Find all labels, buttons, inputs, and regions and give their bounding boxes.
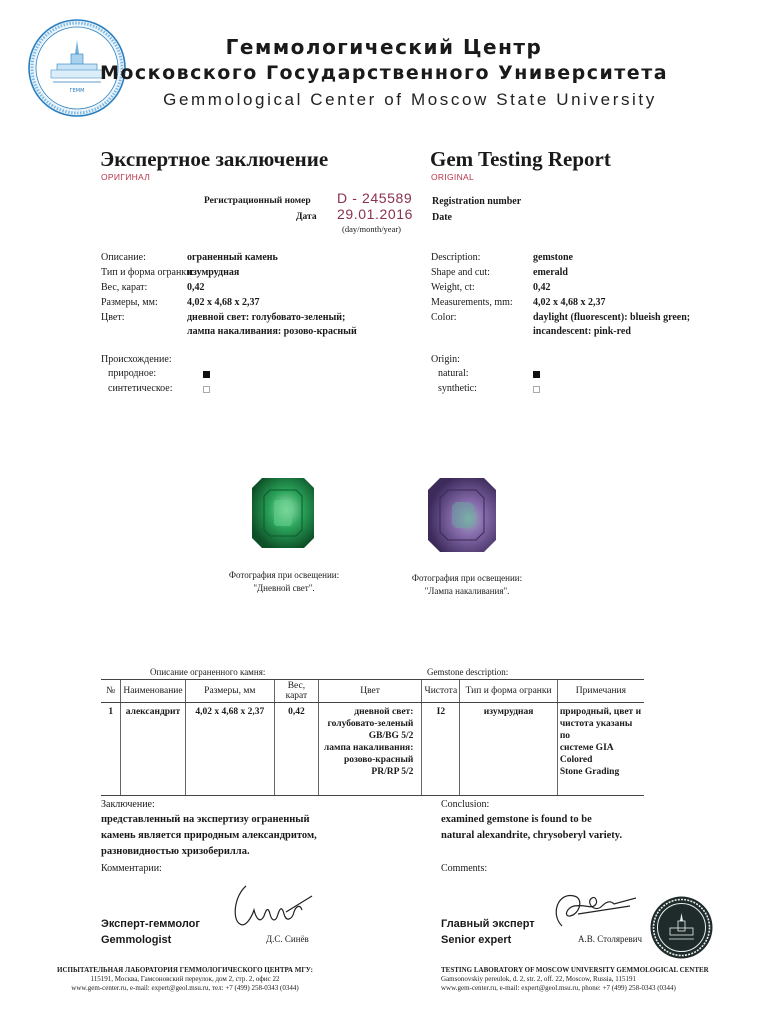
footer-ru-1: ИСПЫТАТЕЛЬНАЯ ЛАБОРАТОРИЯ ГЕММОЛОГИЧЕСКОГО ЦЕНТРА МГУ: xyxy=(57,966,313,974)
conclusion-text-ru xyxy=(101,812,317,860)
signature-right xyxy=(540,884,640,934)
color-line: дневной свет: xyxy=(354,707,414,717)
original-mark-en: ORIGINAL xyxy=(431,172,475,182)
col-header: Тип и форма огранки xyxy=(460,680,557,703)
conclusion-line: камень является природным александритом, xyxy=(101,830,317,841)
desc-ru-value: дневной свет: голубовато-зеленый; xyxy=(187,312,346,323)
cell-name: александрит xyxy=(121,703,185,795)
natural-checkbox-en xyxy=(533,371,540,378)
svg-text:ГЕММ: ГЕММ xyxy=(69,88,85,94)
desc-ru-label: Тип и форма огранки: xyxy=(101,267,195,278)
desc-ru-value: ограненный камень xyxy=(187,252,278,263)
reg-label-ru: Регистрационный номер xyxy=(204,196,311,206)
synthetic-checkbox-en xyxy=(533,386,540,393)
color-line: GB/BG 5/2 xyxy=(368,731,414,741)
comments-label-en: Comments: xyxy=(441,863,488,874)
footer-ru-3: www.gem-center.ru, e-mail: expert@geol.msu.ru, тел: +7 (499) 258-0343 (0344) xyxy=(71,984,299,992)
photo-caption-incandescent-2: "Лампа накаливания". xyxy=(424,586,510,596)
desc-en-value: gemstone xyxy=(533,252,573,263)
conclusion-line: представленный на экспертизу ограненный xyxy=(101,814,310,825)
col-header: Примечания xyxy=(557,680,644,703)
table-row xyxy=(101,703,644,795)
report-title-en: Gem Testing Report xyxy=(430,147,611,171)
desc-en-label: Shape and cut: xyxy=(431,267,490,278)
col-header: Размеры, мм xyxy=(185,680,274,703)
origin-label-ru: Происхождение: xyxy=(101,354,172,365)
desc-en-value: 4,02 x 4,68 x 2,37 xyxy=(533,297,606,308)
notes-line: системе GIA Colored xyxy=(559,743,614,765)
desc-en-label: Description: xyxy=(431,252,481,263)
photo-caption-incandescent-1: Фотография при освещении: xyxy=(411,573,523,583)
col-header: Чистота xyxy=(422,680,460,703)
gem-photo-daylight xyxy=(252,478,314,548)
gem-photo-incandescent xyxy=(428,478,496,552)
color-line: PR/RP 5/2 xyxy=(371,767,414,777)
col-header: Вес, карат xyxy=(275,680,319,703)
origin-synthetic-en: synthetic: xyxy=(438,383,477,394)
desc-ru-value: 4,02 x 4,68 x 2,37 xyxy=(187,297,260,308)
date-label-en: Date xyxy=(432,212,452,223)
right-role-en: Senior expert xyxy=(441,934,512,946)
report-title-ru: Экспертное заключение xyxy=(100,147,329,171)
date-value: 29.01.2016 xyxy=(337,206,414,222)
conclusion-text-en xyxy=(441,812,622,844)
origin-natural-ru: природное: xyxy=(108,368,157,379)
color-line: голубовато-зеленый xyxy=(327,719,414,729)
desc-en-label: Color: xyxy=(431,312,457,323)
desc-en-label: Weight, ct: xyxy=(431,282,475,293)
origin-synthetic-ru: синтетическое: xyxy=(108,383,173,394)
cell-num: 1 xyxy=(108,707,114,717)
right-role-ru: Главный эксперт xyxy=(441,918,535,930)
reg-number: D - 245589 xyxy=(337,190,413,206)
notes-line: чистота указаны по xyxy=(559,719,633,741)
signature-left xyxy=(226,876,316,936)
cell-size: 4,02 x 4,68 x 2,37 xyxy=(185,703,274,795)
origin-natural-en: natural: xyxy=(438,368,469,379)
desc-ru-label: Вес, карат: xyxy=(101,282,148,293)
date-format: (day/month/year) xyxy=(342,224,402,234)
photo-caption-daylight-2: "Дневной свет". xyxy=(253,583,315,593)
footer-en-2: Gamsonovskiy pereulok, d. 2, str. 2, off. 22, Moscow, Russia, 115191 xyxy=(441,975,636,983)
synthetic-checkbox-ru xyxy=(203,386,210,393)
color-line: лампа накаливания: xyxy=(323,743,414,753)
desc-ru-label: Описание: xyxy=(101,252,146,263)
conclusion-line: examined gemstone is found to be xyxy=(441,814,592,825)
desc-ru-label: Цвет: xyxy=(101,312,125,323)
col-header: Наименование xyxy=(121,680,185,703)
lab-stamp xyxy=(649,895,714,960)
desc-ru-label: Размеры, мм: xyxy=(101,297,158,308)
desc-ru-value: изумрудная xyxy=(187,267,240,278)
conclusion-label-en: Conclusion: xyxy=(441,799,490,810)
cell-weight: 0,42 xyxy=(275,703,319,795)
desc-en-value-2: incandescent: pink-red xyxy=(533,326,631,337)
col-header: Цвет xyxy=(318,680,422,703)
conclusion-line: natural alexandrite, chrysoberyl variety. xyxy=(441,830,623,841)
table-caption-en: Gemstone description: xyxy=(427,667,509,677)
color-line: розово-красный xyxy=(343,755,414,765)
desc-en-value: daylight (fluorescent): blueish green; xyxy=(533,312,691,323)
date-label-ru: Дата xyxy=(296,212,317,222)
right-name: А.В. Столяревич xyxy=(578,934,643,944)
cell-clarity: I2 xyxy=(422,703,460,795)
table-caption-ru: Описание ограненного камня: xyxy=(150,667,266,677)
reg-label-en: Registration number xyxy=(432,196,522,207)
desc-en-value: emerald xyxy=(533,267,568,278)
header-title-ru-line1: Геммологический Центр xyxy=(225,35,543,59)
origin-label-en: Origin: xyxy=(431,354,460,365)
natural-checkbox-ru xyxy=(203,371,210,378)
left-role-ru: Эксперт-геммолог xyxy=(101,918,200,930)
notes-line: природный, цвет и xyxy=(559,707,642,717)
cell-cut: изумрудная xyxy=(460,703,557,795)
footer-ru-2: 115191, Москва, Гамсоновский переулок, дом 2, стр. 2, офис 22 xyxy=(90,975,280,983)
comments-label-ru: Комментарии: xyxy=(101,863,162,874)
left-role-en: Gemmologist xyxy=(101,934,172,946)
footer-en-1: TESTING LABORATORY OF MOSCOW UNIVERSITY GEMMOLOGICAL CENTER xyxy=(441,966,709,974)
original-mark-ru: ОРИГИНАЛ xyxy=(101,172,151,182)
desc-ru-value: 0,42 xyxy=(187,282,205,293)
footer-en-3: www.gem-center.ru, e-mail: expert@geol.msu.ru, phone: +7 (499) 258-0343 (0344) xyxy=(441,984,676,992)
left-name: Д.С. Синёв xyxy=(266,934,309,944)
header-title-ru-line2: Московского Государственного Университета xyxy=(99,62,669,84)
photo-caption-daylight-1: Фотография при освещении: xyxy=(228,570,340,580)
conclusion-line: разновидностью хризоберилла. xyxy=(101,846,250,857)
table-header-row xyxy=(101,680,644,703)
cell-color xyxy=(318,703,422,795)
notes-line: Stone Grading xyxy=(559,767,620,777)
desc-en-label: Measurements, mm: xyxy=(431,297,513,308)
cell-notes xyxy=(557,703,644,795)
col-header: № xyxy=(101,680,121,703)
gemstone-table xyxy=(101,679,644,796)
desc-en-value: 0,42 xyxy=(533,282,551,293)
desc-ru-value-2: лампа накаливания: розово-красный xyxy=(187,326,357,337)
header-title-en: Gemmological Center of Moscow State University xyxy=(163,90,657,109)
conclusion-label-ru: Заключение: xyxy=(101,799,155,810)
